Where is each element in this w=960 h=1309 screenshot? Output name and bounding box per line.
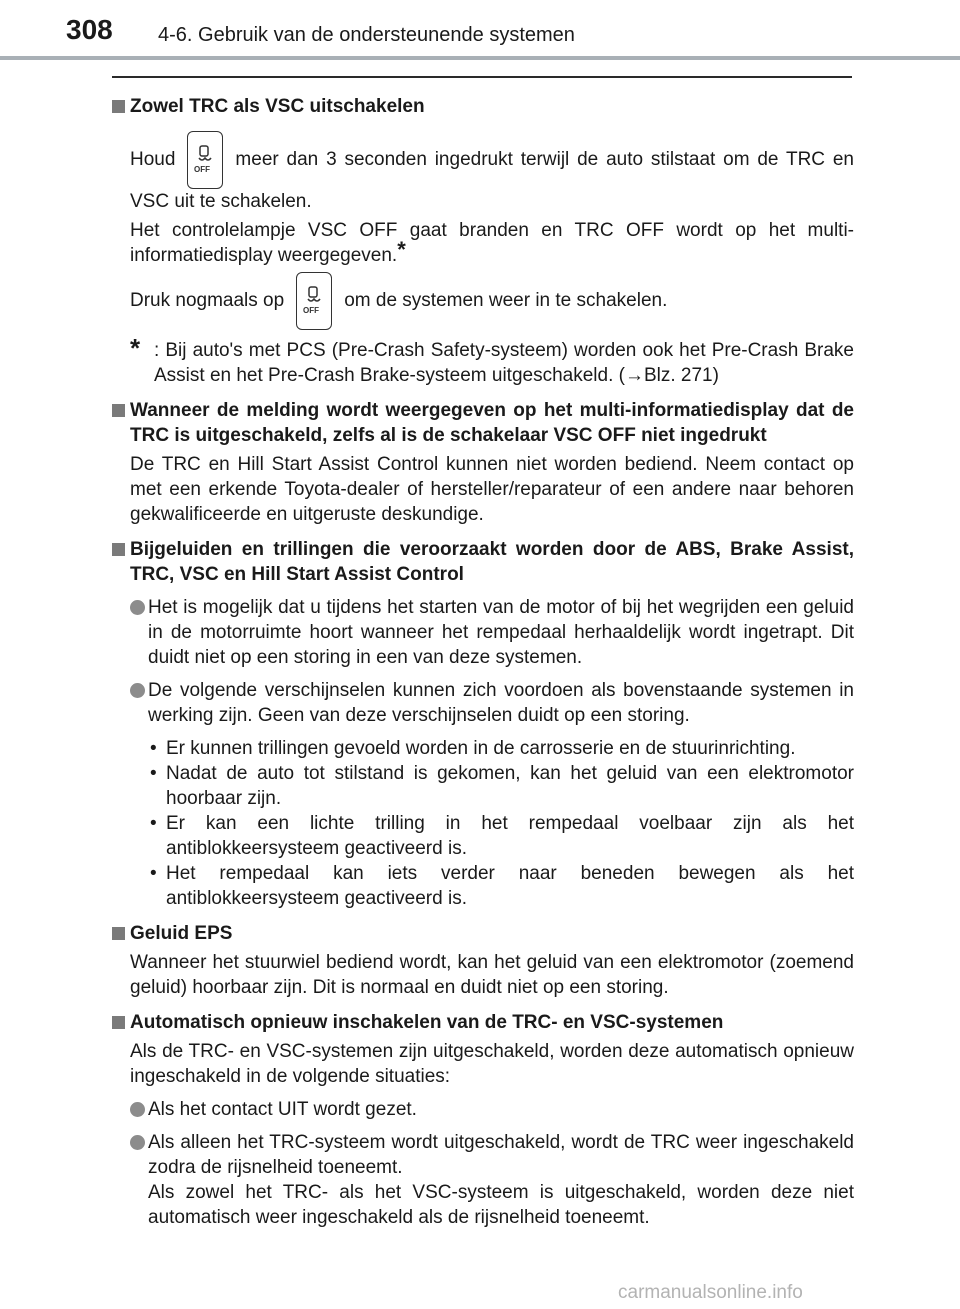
round-bullet-icon: [130, 1135, 145, 1150]
square-bullet-icon: [112, 100, 125, 113]
paragraph-houd: Houd OFF meer dan 3 seconden ingedrukt terwijl de auto stilstaat om de TRC en VSC uit te schakelen.: [112, 131, 854, 214]
section-title: 4-6. Gebruik van de ondersteunende systemen: [158, 24, 575, 46]
square-bullet-icon: [112, 404, 125, 417]
square-bullet-icon: [112, 1016, 125, 1029]
paragraph-lamp: Het controlelampje VSC OFF gaat branden en TRC OFF wordt op het multi-informatiedisplay weergegeven.*: [130, 220, 854, 266]
heading-eps: Geluid EPS: [112, 921, 854, 946]
list-item: Het is mogelijk dat u tijdens het starten van de motor of bij het wegrijden een geluid in de motorruimte hoort wanneer het rempedaal herhaaldelijk wordt ingetrapt. Dit duidt niet op een storing in een van deze systemen.: [112, 595, 854, 670]
content-divider: [112, 76, 852, 78]
vsc-off-button-icon: [187, 131, 223, 189]
list-item: Als het contact UIT wordt gezet.: [112, 1097, 854, 1122]
header-rule: [0, 56, 960, 60]
heading-vsc-trc-off: Zowel TRC als VSC uitschakelen: [112, 94, 854, 119]
sub-list-item: • Er kunnen trillingen gevoeld worden in de carrosserie en de stuurinrichting.: [150, 738, 796, 759]
page-header: [0, 0, 960, 80]
vsc-off-button-icon: [296, 272, 332, 330]
list-item: De volgende verschijnselen kunnen zich voordoen als bovenstaande systemen in werking zijn. Geen van deze verschijnselen duidt op een storing.: [112, 678, 854, 728]
square-bullet-icon: [112, 543, 125, 556]
sub-list-item: • Er kan een lichte trilling in het rempedaal voelbaar zijn als het antiblokkeersysteem geactiveerd is.: [150, 813, 854, 859]
heading-auto-reenable: Automatisch opnieuw inschakelen van de TRC- en VSC-systemen: [112, 1010, 854, 1035]
sub-list-item: • Nadat de auto tot stilstand is gekomen, kan het geluid van een elektromotor hoorbaar zijn.: [150, 763, 854, 809]
page-content: [112, 84, 854, 1230]
svg-text:OFF: OFF: [194, 165, 211, 174]
svg-text:OFF: OFF: [303, 306, 320, 315]
page-number: 308: [66, 14, 113, 45]
heading-trc-message: Wanneer de melding wordt weergegeven op het multi-informatiedisplay dat de TRC is uitgeschakeld, zelfs al is de schakelaar VSC OFF niet ingedrukt: [112, 398, 854, 448]
list-item: Als alleen het TRC-systeem wordt uitgeschakeld, wordt de TRC weer ingeschakeld zodra de rijsnelheid toeneemt. Als zowel het TRC- als het VSC-systeem is uitgeschakeld, worden deze niet automatisch weer ingeschakeld als de rijsnelheid toeneemt.: [112, 1130, 854, 1230]
paragraph-auto-reenable: Als de TRC- en VSC-systemen zijn uitgeschakeld, worden deze automatisch opnieuw ingeschakeld in de volgende situaties:: [130, 1041, 854, 1087]
footnote: * : Bij auto's met PCS (Pre-Crash Safety-systeem) worden ook het Pre-Crash Brake Assist en het Pre-Crash Brake-systeem uitgeschakeld. (→Blz. 271): [130, 333, 854, 386]
sub-list-item: • Het rempedaal kan iets verder naar beneden bewegen als het antiblokkeersysteem geactiveerd is.: [150, 863, 854, 909]
round-bullet-icon: [130, 683, 145, 698]
round-bullet-icon: [130, 600, 145, 615]
square-bullet-icon: [112, 927, 125, 940]
paragraph-trc-message: De TRC en Hill Start Assist Control kunnen niet worden bediend. Neem contact op met een erkende Toyota-dealer of hersteller/reparateur of een andere naar behoren gekwalificeerde en uitgeruste deskundige.: [130, 454, 854, 525]
watermark: carmanualsonline.info: [618, 1282, 803, 1303]
sub-list: [112, 736, 854, 911]
paragraph-eps: Wanneer het stuurwiel bediend wordt, kan het geluid van een elektromotor (zoemend geluid) hoorbaar zijn. Dit is normaal en duidt niet op een storing.: [130, 952, 854, 998]
heading-noises: Bijgeluiden en trillingen die veroorzaakt worden door de ABS, Brake Assist, TRC, VSC en Hill Start Assist Control: [112, 537, 854, 587]
round-bullet-icon: [130, 1102, 145, 1117]
paragraph-druk: Druk nogmaals op OFF om de systemen weer in te schakelen.: [112, 272, 854, 330]
